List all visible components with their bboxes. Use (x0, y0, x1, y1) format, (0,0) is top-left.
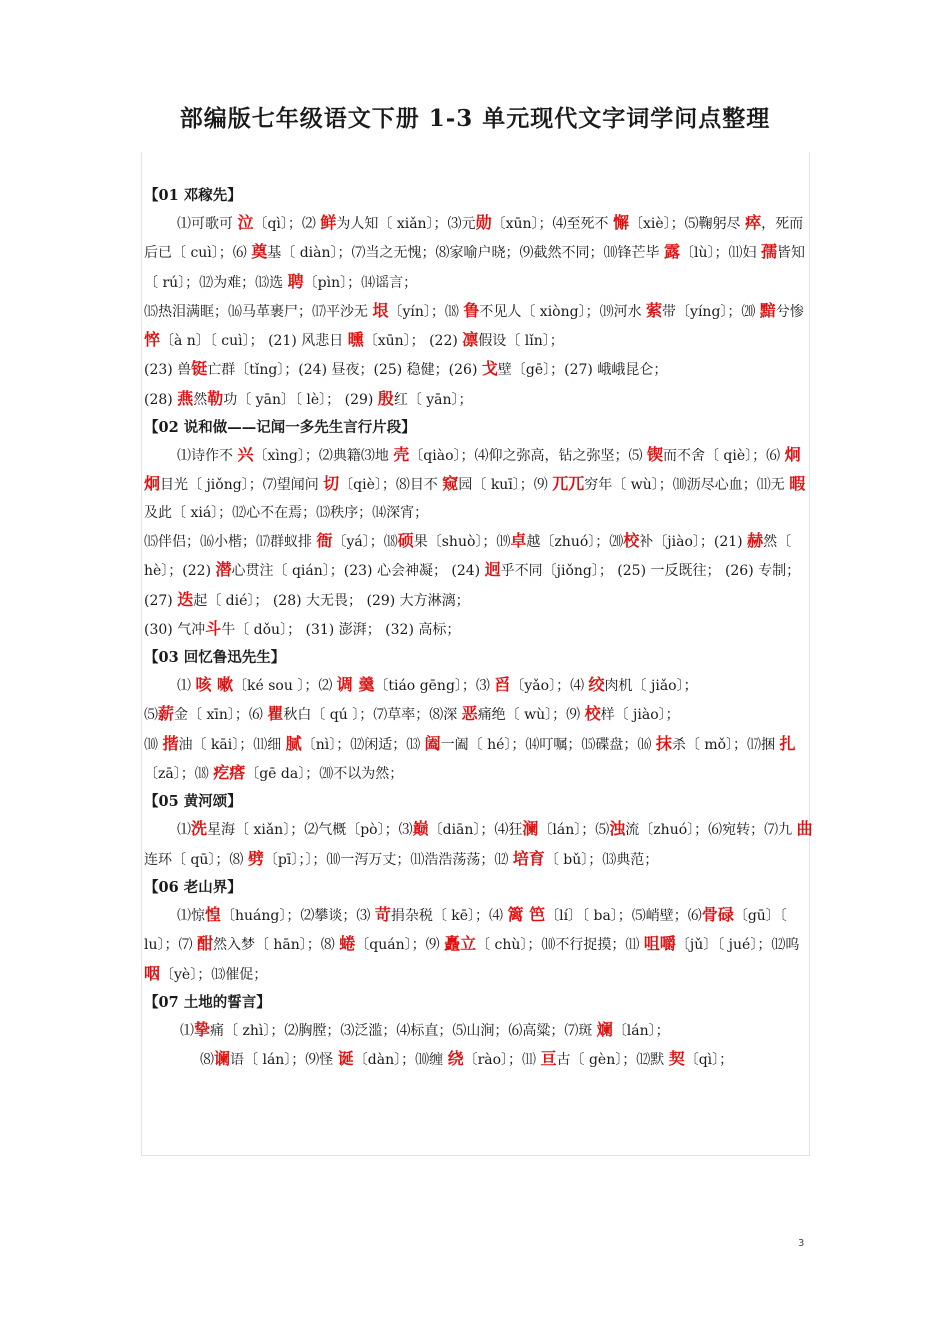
key-character: 凛 (462, 330, 479, 350)
text-run: 〔pī〕；〕；⑽一泻万丈；⑾浩浩荡荡；⑿ (263, 851, 513, 868)
key-character: 阖 (424, 733, 441, 753)
key-character: 曲 (796, 819, 813, 839)
text-run: 〔nì〕；⑿闲适；⒀ (301, 736, 425, 753)
paragraph (144, 385, 816, 414)
text-run: ⑴诗作不 (177, 448, 238, 465)
key-character: 培育 (512, 848, 545, 868)
key-character: 勋 (475, 213, 492, 232)
paragraph (144, 527, 816, 615)
key-character: 洗 (191, 819, 208, 839)
text-run: ⑻ (200, 1051, 214, 1068)
key-character: 腻 (285, 733, 302, 753)
paragraph (144, 209, 816, 297)
text-run: 秋白〔 qú 〕；⑺草率；⑻深 (283, 707, 462, 724)
text-run: 〔tiáo gēng〕；⑶ (374, 678, 495, 695)
section-heading: 【01 邓稼先】 (144, 187, 242, 204)
key-character: 黯 (759, 300, 776, 320)
key-character: 窥 (442, 474, 459, 494)
text-run: 然〔 hè〕；(22) (144, 533, 792, 580)
paragraph (144, 615, 816, 644)
text-run: 流〔zhuó〕；⑹宛转；⑺九 (625, 822, 797, 839)
key-character: 殷 (377, 388, 394, 408)
text-run: 〔xìng〕；⑵典籍⑶地 (253, 448, 394, 465)
text-run: 〔diān〕；⑷狂 (428, 822, 523, 839)
paragraph (144, 730, 816, 789)
key-character: 抹 (655, 733, 672, 753)
text-run: 〔pìn〕；⒁谣言； (303, 274, 418, 291)
paragraph (144, 355, 816, 384)
text-run: 〔à n〕〔 cuì〕； (21) 风悲日 (160, 333, 348, 350)
text-run: (30) 气冲 (144, 621, 206, 638)
key-character: 校 (623, 530, 640, 550)
page-title: 部编版七年级语文下册 1-3 单元现代文字词学问点整理 (179, 105, 771, 132)
key-character: 澜 (522, 819, 539, 839)
text-run: 样〔 jiào〕； (600, 707, 680, 724)
text-run: 功〔 yān〕〔 lè〕； (29) (223, 391, 378, 408)
text-run: 及此〔 xiá〕；⑿心不在焉；⒀秩序；⒁深宵； (144, 504, 429, 521)
text-run: 金〔 xīn〕；⑹ (174, 707, 268, 724)
key-character: 调 羹 (336, 675, 375, 695)
key-character: 恶 (461, 704, 478, 724)
text-run: 为人知〔 xiǎn〕；⑶元 (336, 216, 476, 232)
paragraph (144, 441, 816, 527)
key-character: 勒 (207, 388, 224, 408)
text-run: 〔qiào〕；⑷仰之弥高，钻之弥坚；⑸ (409, 448, 647, 465)
key-character: 迥 (484, 560, 501, 580)
text-run: 亡群〔tǐng〕；(24) 昼夜；(25) 稳健；(26) (207, 362, 482, 379)
text-run: 〔xūn〕； (22) (363, 333, 463, 350)
text-run: 然 (193, 391, 208, 408)
key-character: 劈 (247, 848, 264, 868)
text-run: 目光〔 jiǒng〕；⑺望闻问 (160, 477, 324, 494)
key-character: 暇 (789, 474, 806, 494)
paragraph (144, 901, 816, 989)
text-run: 〔qiè〕；⑻目不 (339, 477, 443, 494)
key-character: 蜷 (339, 934, 356, 954)
key-character: 兴 (237, 445, 254, 465)
paragraph (144, 815, 816, 874)
text-run: 假设〔 lǐn〕； (478, 333, 564, 350)
text-run: ⑴可歌可 (177, 216, 238, 232)
key-character: 苛 (374, 904, 391, 924)
text-run: 〔lán〕；⑸ (538, 822, 610, 839)
text-run: ⑴ (180, 1022, 194, 1039)
text-run: 不见人〔 xiòng〕；⒆河水 (479, 303, 647, 320)
key-character: 斗 (205, 618, 222, 638)
text-run: 〔lù〕；⑾妇 (679, 245, 761, 262)
text-run: 〔dàn〕；⑽缠 (353, 1051, 448, 1068)
key-character: 炯炯 (144, 445, 801, 494)
key-character: 曛 (347, 330, 364, 350)
key-character: 矗立 (444, 934, 477, 954)
paragraph (144, 700, 816, 729)
text-run: 〔jǔ〕〔 jué〕；⑿呜 (675, 937, 800, 954)
text-run: 星海〔 xiǎn〕；⑵气概〔pò〕；⑶ (207, 822, 413, 839)
key-character: 酣 (196, 934, 213, 954)
key-character: 燕 (177, 388, 194, 408)
text-run: 〔yá〕；⒅ (332, 533, 398, 550)
key-character: 铤 (191, 359, 208, 379)
text-run: 心贯注〔 qián〕；(23) 心会神凝； (24) (231, 563, 485, 580)
key-character: 绞 (588, 675, 605, 695)
key-character: 懈 (612, 213, 629, 232)
key-character: 谰 (214, 1048, 231, 1068)
text-run: 语〔 lán〕；⑼怪 (230, 1051, 338, 1068)
text-run: 〔 bǔ〕；⒀典范； (544, 851, 659, 868)
text-run: ⑽ (144, 736, 163, 753)
key-character: 浊 (609, 819, 626, 839)
key-character: 锲 (646, 445, 663, 465)
key-character: 衙 (316, 530, 333, 550)
text-run: 而不舍〔 qiè〕；⑹ (662, 448, 785, 465)
key-character: 舀 (494, 675, 511, 695)
key-character: 巅 (412, 819, 429, 839)
key-character: 奠 (251, 242, 268, 262)
paragraph (144, 1045, 816, 1074)
key-character: 亘 (540, 1048, 557, 1068)
text-run: 〔xūn〕；⑷至死不 (491, 216, 613, 232)
text-run: 痛绝〔 wù〕；⑼ (477, 707, 585, 724)
text-run: 油〔 kāi〕；⑾细 (178, 736, 286, 753)
text-run: ⑴惊 (177, 907, 205, 924)
section-heading: 【05 黄河颂】 (144, 793, 242, 811)
text-run: 〔ké sou 〕；⑵ (233, 678, 337, 695)
text-run: ⒂伴侣；⒃小楷；⒄群蚁排 (144, 533, 317, 550)
key-character: 鲁 (463, 300, 480, 320)
key-character: 硕 (397, 530, 414, 550)
text-run: 起〔 dié〕； (28) 大无畏； (29) 大方淋漓； (193, 592, 470, 609)
key-character: 咽 (144, 963, 161, 983)
key-character: 泣 (237, 213, 254, 232)
text-run: 果〔shuò〕；⒆ (413, 533, 511, 550)
text-run: 补〔jiào〕；(21) (639, 533, 748, 550)
key-character: 戈 (481, 359, 498, 379)
key-character: 露 (663, 242, 680, 262)
document-body (144, 182, 816, 1074)
text-run: ⒂热泪满眶；⒃马革裹尸；⒄平沙无 (144, 303, 373, 320)
text-run: 连环〔 qū〕；⑻ (144, 851, 248, 868)
text-run: 〔qì〕； (684, 1051, 734, 1068)
key-character: 聘 (287, 271, 304, 291)
section-heading: 【03 回忆鲁迅先生】 (144, 649, 286, 667)
key-character: 疙瘩 (213, 763, 246, 783)
key-character: 孺 (760, 242, 777, 262)
text-run: ⑴ (177, 822, 191, 839)
text-run: 〔lán〕； (612, 1022, 670, 1039)
key-character: 篱 笆 (507, 904, 546, 924)
key-character: 挚 (194, 1019, 211, 1039)
text-run: 〔yè〕；⒀催促； (160, 966, 268, 983)
text-run: 园〔 kuī〕；⑼ (458, 477, 553, 494)
key-character: 萦 (646, 300, 663, 320)
section-heading: 【07 土地的誓言】 (144, 993, 271, 1011)
key-character: 切 (323, 474, 340, 494)
key-character: 扎 (779, 733, 796, 753)
text-run: 兮惨 (775, 303, 804, 320)
key-character: 斓 (596, 1019, 613, 1039)
key-character: 赫 (747, 530, 764, 550)
paragraph (144, 297, 816, 356)
key-character: 兀兀 (552, 474, 585, 494)
text-run: 〔xiè〕；⑸鞠躬尽 (628, 216, 746, 232)
text-run: 穷年〔 wù〕；⑽沥尽心血；⑾无 (584, 477, 790, 494)
text-run: 〔zā〕；⒅ (144, 766, 214, 783)
text-run: 〔yín〕；⒅ (388, 303, 464, 320)
key-character: 瘁 (745, 213, 762, 232)
text-run: ⑸ (144, 707, 158, 724)
text-run: (23) 兽 (144, 362, 192, 379)
text-run: 基〔 diàn〕；⑺当之无愧；⑻家喻户晓；⑼截然不同；⑽锋芒毕 (267, 245, 664, 262)
key-character: 惶 (205, 904, 222, 924)
text-run: 杀〔 mǒ〕；⒄捆 (671, 736, 780, 753)
key-character: 鲜 (320, 213, 337, 232)
text-run: 皆知〔 rú〕；⑿为难；⒀选 (144, 245, 805, 291)
text-run: 痛〔 zhì〕；⑵胸膛；⑶泛滥；⑷标直；⑸山涧；⑹高粱；⑺斑 (210, 1022, 597, 1039)
text-run: 带〔yíng〕；⒇ (662, 303, 760, 320)
text-run: 古〔 gèn〕；⑿默 (556, 1051, 669, 1068)
text-run: 一阖〔 hé〕；⒁叮嘱；⒂碟盘；⒃ (440, 736, 656, 753)
text-run: 〔qì〕；⑵ (253, 216, 321, 232)
text-run: 红〔 yān〕； (393, 391, 473, 408)
text-run: 〔gē da〕；⒇不以为然； (245, 766, 404, 783)
key-character: 潜 (215, 560, 232, 580)
text-run: ，死而后已〔 cuì〕；⑹ (144, 216, 804, 262)
section-heading: 【06 老山界】 (144, 878, 242, 896)
key-character: 瞿 (267, 704, 284, 724)
text-run: 越〔zhuó〕；⒇ (526, 533, 624, 550)
text-run: 〔quán〕；⑼ (355, 937, 445, 954)
key-character: 骨碌 (701, 904, 734, 924)
text-run: 〔huáng〕；⑵攀谈；⑶ (221, 907, 375, 924)
key-character: 绕 (447, 1048, 464, 1068)
text-run: 乎不同〔jiǒng〕； (25) 一反既往； (26) 专制； (27) (144, 563, 801, 609)
key-character: 卓 (510, 530, 527, 550)
text-run: 捐杂税〔 kē〕；⑷ (390, 907, 508, 924)
key-character: 壳 (393, 445, 410, 465)
key-character: 契 (668, 1048, 685, 1068)
key-character: 悴 (144, 330, 161, 350)
key-character: 揩 (162, 733, 179, 753)
text-run: 〔 chù〕；⑽不行捉摸；⑾ (476, 937, 644, 954)
key-character: 迭 (177, 589, 194, 609)
text-run: 〔gū〕〔 lu〕；⑺ (144, 907, 787, 954)
key-character: 咀嚼 (643, 934, 676, 954)
text-run: ⑴ (177, 678, 196, 695)
text-run: 〔lí〕〔 ba〕；⑸峭壁；⑹ (545, 907, 702, 924)
text-run: 〔yǎo〕；⑷ (510, 678, 589, 695)
text-run: 肉机〔 jiǎo〕； (604, 678, 698, 695)
key-character: 薪 (158, 704, 175, 724)
key-character: 咳 嗽 (195, 675, 234, 695)
text-run: 然入梦〔 hān〕；⑻ (212, 937, 340, 954)
text-run: 〔rào〕；⑾ (463, 1051, 541, 1068)
text-run: 壁〔gē〕；(27) 峨峨昆仑； (497, 362, 668, 379)
key-character: 校 (584, 704, 601, 724)
page-number: 3 (798, 1238, 805, 1249)
key-character: 垠 (372, 300, 389, 320)
text-run: 牛〔 dǒu〕； (31) 澎湃； (32) 高标； (221, 621, 461, 638)
paragraph (144, 1016, 816, 1045)
text-run: (28) (144, 391, 178, 408)
section-heading: 【02 说和做——记闻一多先生言行片段】 (144, 419, 416, 437)
paragraph (144, 671, 816, 700)
key-character: 诞 (337, 1048, 354, 1068)
